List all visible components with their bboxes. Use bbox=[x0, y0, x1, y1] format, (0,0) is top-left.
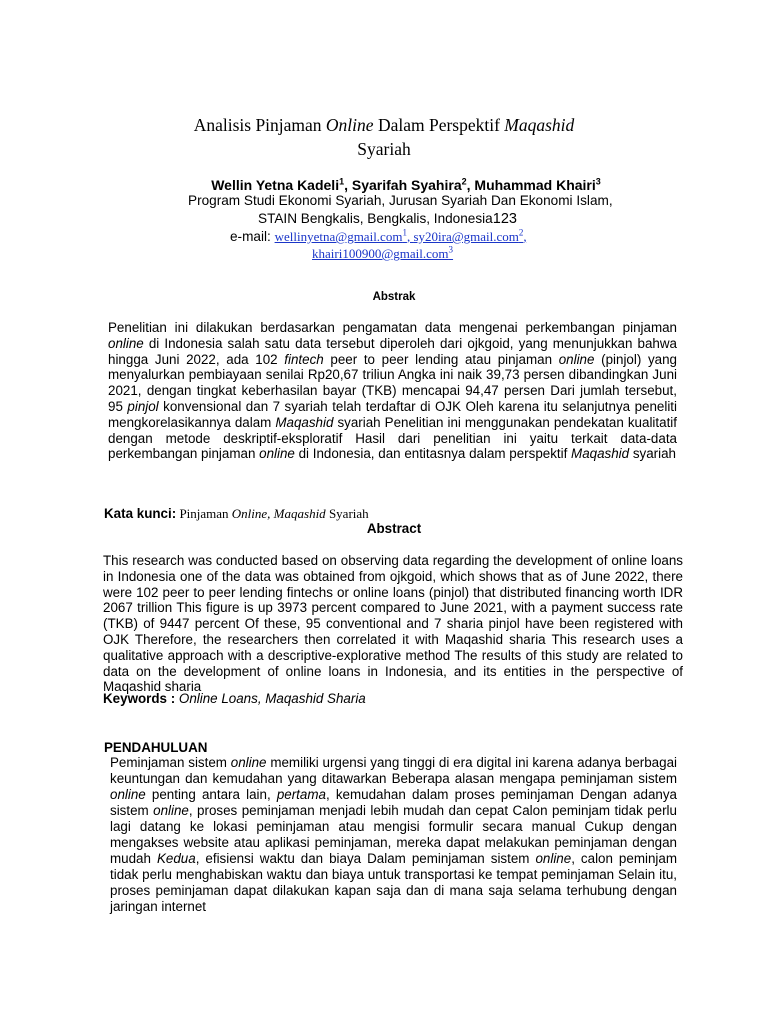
kata-kunci-label: Kata kunci: bbox=[104, 506, 177, 521]
text-run: , calon peminjam tidak perlu menghabiskan waktu dan biaya untuk transportasi ke tempat peminjaman Selain itu, proses peminjaman dapat dilakukan kapan saja dan di mana saja selama terhubung dengan jaringan internet bbox=[110, 851, 677, 914]
section-heading-pendahuluan: PENDAHULUAN bbox=[104, 740, 208, 755]
author-2: Syarifah Syahira bbox=[351, 177, 462, 193]
author-3: Muhammad Khairi bbox=[474, 177, 596, 193]
text-run: , kemudahan dalam proses peminjaman Dengan adanya sistem bbox=[110, 787, 677, 818]
italic-term: Maqashid bbox=[275, 414, 334, 430]
italic-term: online bbox=[558, 351, 595, 367]
text-run: di Indonesia, dan entitasnya dalam perspektif bbox=[294, 446, 572, 462]
italic-term: online bbox=[110, 787, 146, 802]
italic-term: pertama bbox=[276, 787, 326, 802]
abstrak-heading: Abstrak bbox=[372, 291, 416, 303]
email-line-2 bbox=[312, 245, 453, 262]
email-separator-2[interactable]: , bbox=[523, 229, 527, 244]
email-label: e-mail: bbox=[230, 229, 275, 244]
italic-term: online bbox=[230, 755, 267, 770]
paper-title-line2: Syariah bbox=[357, 139, 411, 159]
text-run: syariah Penelitian ini menggunakan pendekatan kualitatif dengan metode deskriptif-eksploratif Hasil dari penelitian ini yaitu terkait data-data perkembangan pinjaman bbox=[108, 414, 677, 462]
text-run: Peminjaman sistem bbox=[110, 755, 231, 770]
email-sup-3[interactable]: 3 bbox=[448, 244, 454, 255]
text-run: di Indonesia salah satu data tersebut diperoleh dari ojkgoid, yang menunjukkan bahwa hingga Juni 2022, ada 102 bbox=[108, 335, 677, 367]
italic-term: online bbox=[259, 446, 295, 462]
email-link-2[interactable]: sy20ira@gmail.com bbox=[413, 229, 519, 244]
author-1: Wellin Yetna Kadeli bbox=[211, 177, 340, 193]
italic-term: online bbox=[535, 851, 572, 866]
text-run: , proses peminjaman menjadi lebih mudah dan cepat Calon peminjam tidak perlu lagi datang ke lokasi peminjaman atau mengisi formulir secara manual Cukup dengan mengakses website atau aplikasi peminjaman, mereka dapat melakukan peminjaman dengan mudah bbox=[110, 803, 677, 866]
abstract-heading: Abstract bbox=[366, 521, 422, 536]
text-run: peer to peer lending atau pinjaman bbox=[323, 351, 559, 367]
keywords-label: Keywords : bbox=[103, 691, 176, 706]
author-list: Wellin Yetna Kadeli$^1$, Syarifah Syahira$^2$, Muhammad Khairi$^3$ bbox=[211, 176, 601, 193]
email-link-1[interactable]: wellinyetna@gmail.com bbox=[274, 229, 403, 244]
email-sup-1[interactable]: 1 bbox=[402, 227, 407, 238]
keywords-value: Online Loans, Maqashid Sharia bbox=[175, 691, 366, 706]
pendahuluan-body bbox=[110, 755, 677, 915]
text-run: penting antara lain, bbox=[145, 787, 277, 802]
italic-term: online bbox=[108, 335, 144, 351]
affiliation-line-1: Program Studi Ekonomi Syariah, Jurusan Syariah Dan Ekonomi Islam, bbox=[188, 193, 613, 208]
email-link-3[interactable]: khairi100900@gmail.com bbox=[312, 246, 449, 261]
text-run: Penelitian ini dilakukan berdasarkan pengamatan data mengenai perkembangan pinjaman bbox=[108, 320, 677, 335]
paper-title: Analisis Pinjaman Online Dalam Perspektif Maqashid Syariah bbox=[100, 113, 668, 161]
italic-term: online bbox=[153, 803, 189, 818]
text-run: , efisiensi waktu dan biaya Dalam peminjaman sistem bbox=[195, 851, 536, 866]
affiliation-line-2: STAIN Bengkalis, Bengkalis, Indonesia123 bbox=[258, 211, 517, 227]
keywords bbox=[103, 691, 366, 707]
italic-term: pinjol bbox=[127, 398, 159, 414]
text-run: konvensional dan 7 syariah telah terdaftar di OJK Oleh karena itu selanjutnya peneliti mengkorelasikannya dalam bbox=[108, 398, 678, 430]
text-run: syariah bbox=[629, 446, 676, 462]
italic-term: fintech bbox=[284, 351, 324, 367]
text-run: memiliki urgensi yang tinggi di era digital ini karena adanya berbagai keuntungan dan kemudahan yang ditawarkan Beberapa alasan mengapa peminjaman sistem bbox=[110, 755, 677, 786]
email-line-1 bbox=[230, 228, 527, 245]
text-run: (pinjol) yang menyalurkan pembiayaan senilai Rp20,67 triliun Angka ini naik 39,73 persen dibandingkan Juni 2021, dengan tingkat keberhasilan bayar (TKB) mencapai 94,47 persen Dari jumlah tersebut, 95 bbox=[108, 351, 677, 414]
italic-term: Maqashid bbox=[571, 446, 630, 462]
email-sup-2[interactable]: 2 bbox=[518, 227, 524, 238]
abstrak-body bbox=[108, 320, 677, 462]
email-separator-1[interactable]: , bbox=[406, 229, 414, 244]
kata-kunci: Kata kunci: Pinjaman Online, Maqashid Syariah bbox=[104, 506, 369, 521]
italic-term: Kedua bbox=[156, 851, 196, 866]
abstract-body: This research was conducted based on observing data regarding the development of online loans in Indonesia one of the data was obtained from ojkgoid, which shows that as of June 2022, there were 102 peer to peer lending fintechs or online loans (pinjol) that distributed financing worth IDR 2067 trillion This figure is up 3973 percent compared to June 2021, with a payment success rate (TKB) of 9447 percent Of these, 95 conventional and 7 sharia pinjol have been registered with OJK Therefore, the researchers then correlated it with Maqashid sharia This research uses a qualitative approach with a descriptive-explorative method The results of this study are related to data on the development of online loans in Indonesia, and its entities in the perspective of Maqashid sharia bbox=[103, 553, 683, 695]
